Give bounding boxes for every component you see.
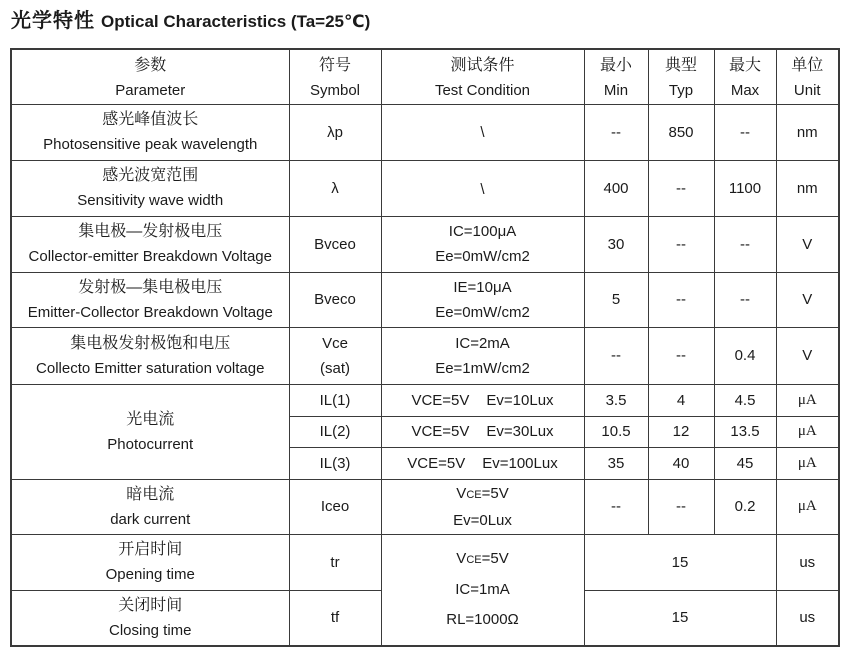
symbol-cell: tr [289,534,381,590]
unit-cell: nm [776,104,839,160]
value-cell: 15 [584,590,776,646]
param-en: Collector-emitter Breakdown Voltage [28,248,272,265]
header-symbol-en: Symbol [309,81,361,99]
max-cell: 1100 [714,160,776,216]
header-typ [648,49,714,104]
param-zh: 开启时间 [118,541,183,558]
param-zh: 感光波宽范围 [102,167,199,184]
unit-cell: V [776,327,839,384]
header-unit-zh: 单位 [791,56,824,74]
unit-cell: nm [776,160,839,216]
header-parameter-en: Parameter [115,81,186,99]
min-cell: -- [584,104,648,160]
row-vce-sat [11,327,839,384]
header-condition [381,49,584,104]
param-en: Closing time [108,621,192,639]
condition-line1 [382,481,584,508]
symbol-cell: λp [289,104,381,160]
header-max [714,49,776,104]
row-opening-time [11,534,839,590]
condition-line1 [382,544,584,575]
param-cell [11,272,289,327]
param-zh: 关闭时间 [118,596,183,614]
typ-cell: -- [648,160,714,216]
param-cell [11,479,289,534]
param-zh: 发射极—集电极电压 [78,278,223,296]
typ-cell: -- [648,479,714,534]
condition-ev: Ev=30Lux [486,423,554,440]
condition-line1: IC=100μA [448,223,517,240]
header-min-zh: 最小 [599,56,632,74]
header-max-zh: 最大 [728,56,761,74]
param-zh: 暗电流 [126,485,175,503]
condition-ev: Ev=100Lux [482,454,558,472]
condition-cell [381,447,584,479]
param-cell [11,104,289,160]
header-unit [776,49,839,104]
symbol-cell: Iceo [289,479,381,534]
condition-line2: Ee=1mW/cm2 [435,359,530,377]
typ-cell: 4 [648,384,714,416]
max-cell: 45 [714,447,776,479]
param-en: Photocurrent [107,435,194,453]
unit-cell: μA [776,416,839,447]
unit-cell: μA [776,447,839,479]
param-zh: 集电极发射极饱和电压 [70,334,231,352]
unit-cell: V [776,272,839,327]
symbol-cell: IL(1) [289,384,381,416]
header-max-en: Max [730,81,760,99]
condition-cell [381,272,584,327]
optical-characteristics-table [10,48,840,647]
header-min-en: Min [603,81,629,99]
unit-cell: μA [776,479,839,534]
value-cell: 15 [584,534,776,590]
param-cell [11,327,289,384]
row-dark-current [11,479,839,534]
header-min [584,49,648,104]
max-cell: -- [714,216,776,272]
min-cell: 400 [584,160,648,216]
param-cell-photocurrent [11,384,289,479]
param-en: Opening time [105,566,195,583]
vce-val: =5V [481,550,509,568]
vce-v: V [456,550,467,568]
vce-sub: CE [466,488,482,501]
condition-line1: IE=10μA [453,278,512,296]
condition-line2: Ee=0mW/cm2 [435,303,530,321]
unit-cell: us [776,590,839,646]
header-unit-en: Unit [793,81,821,99]
title-en: Optical Characteristics (Ta=25℃) [101,12,371,31]
symbol-cell: tf [289,590,381,646]
symbol-cell: IL(2) [289,416,381,447]
row-bvceo [11,216,839,272]
min-cell: 10.5 [584,416,648,447]
typ-cell: -- [648,216,714,272]
typ-cell: 850 [648,104,714,160]
symbol-cell: Bveco [289,272,381,327]
max-cell: 0.4 [714,327,776,384]
min-cell: 5 [584,272,648,327]
condition-line2: Ee=0mW/cm2 [435,248,530,265]
typ-cell: 12 [648,416,714,447]
typ-cell: -- [648,272,714,327]
vce-v: V [456,484,467,502]
vce-sub: CE [466,554,482,567]
param-en: dark current [110,510,191,528]
symbol-cell: Bvceo [289,216,381,272]
header-parameter-zh: 参数 [134,56,167,74]
row-peak-wavelength [11,104,839,160]
min-cell: 3.5 [584,384,648,416]
condition-cell [381,160,584,216]
max-cell: -- [714,104,776,160]
condition-vce: VCE=5V [411,423,470,440]
condition-cell [381,384,584,416]
condition-cell-time [381,534,584,646]
condition-vce: VCE=5V [411,391,470,409]
param-cell [11,534,289,590]
condition-line1: IC=2mA [455,334,510,352]
header-condition-zh: 测试条件 [450,56,515,74]
condition-cell [381,416,584,447]
title-zh: 光学特性 [11,10,95,32]
typ-cell: 40 [648,447,714,479]
condition-cell [381,327,584,384]
param-cell [11,590,289,646]
header-typ-zh: 典型 [664,56,697,74]
max-cell: 13.5 [714,416,776,447]
condition-cell [381,479,584,534]
condition-cell: \ [381,104,584,160]
param-en: Sensitivity wave width [77,192,224,209]
header-typ-en: Typ [668,81,694,99]
symbol-cell [289,327,381,384]
condition-line: \ [480,181,485,198]
param-en: Photosensitive peak wavelength [43,136,258,153]
max-cell: 0.2 [714,479,776,534]
condition-line2: Ev=0Lux [453,511,512,529]
param-zh: 集电极—发射极电压 [78,223,223,240]
typ-cell: -- [648,327,714,384]
condition-line3: RL=1000Ω [446,611,519,629]
param-en: Emitter-Collector Breakdown Voltage [27,303,273,321]
param-cell [11,216,289,272]
condition-vce: VCE=5V [407,454,466,472]
symbol-cell: IL(3) [289,447,381,479]
min-cell: -- [584,479,648,534]
condition-line2: IC=1mA [455,581,510,599]
row-photocurrent-il1 [11,384,839,416]
row-wave-width [11,160,839,216]
header-condition-en: Test Condition [434,81,531,99]
page-title [11,8,370,34]
unit-cell: V [776,216,839,272]
param-en: Collecto Emitter saturation voltage [36,359,265,377]
header-symbol [289,49,381,104]
max-cell: -- [714,272,776,327]
param-zh: 光电流 [126,410,175,428]
header-parameter [11,49,289,104]
max-cell: 4.5 [714,384,776,416]
min-cell: 35 [584,447,648,479]
min-cell: -- [584,327,648,384]
symbol-line2: (sat) [320,359,350,377]
param-zh: 感光峰值波长 [102,111,199,128]
unit-cell: us [776,534,839,590]
min-cell: 30 [584,216,648,272]
vce-val: =5V [481,484,509,502]
condition-cell [381,216,584,272]
unit-cell: μA [776,384,839,416]
symbol-cell: λ [289,160,381,216]
param-cell [11,160,289,216]
condition-ev: Ev=10Lux [486,391,554,409]
symbol-line1: Vce [322,334,348,352]
row-bveco [11,272,839,327]
header-row [11,49,839,104]
header-symbol-zh: 符号 [318,56,351,74]
